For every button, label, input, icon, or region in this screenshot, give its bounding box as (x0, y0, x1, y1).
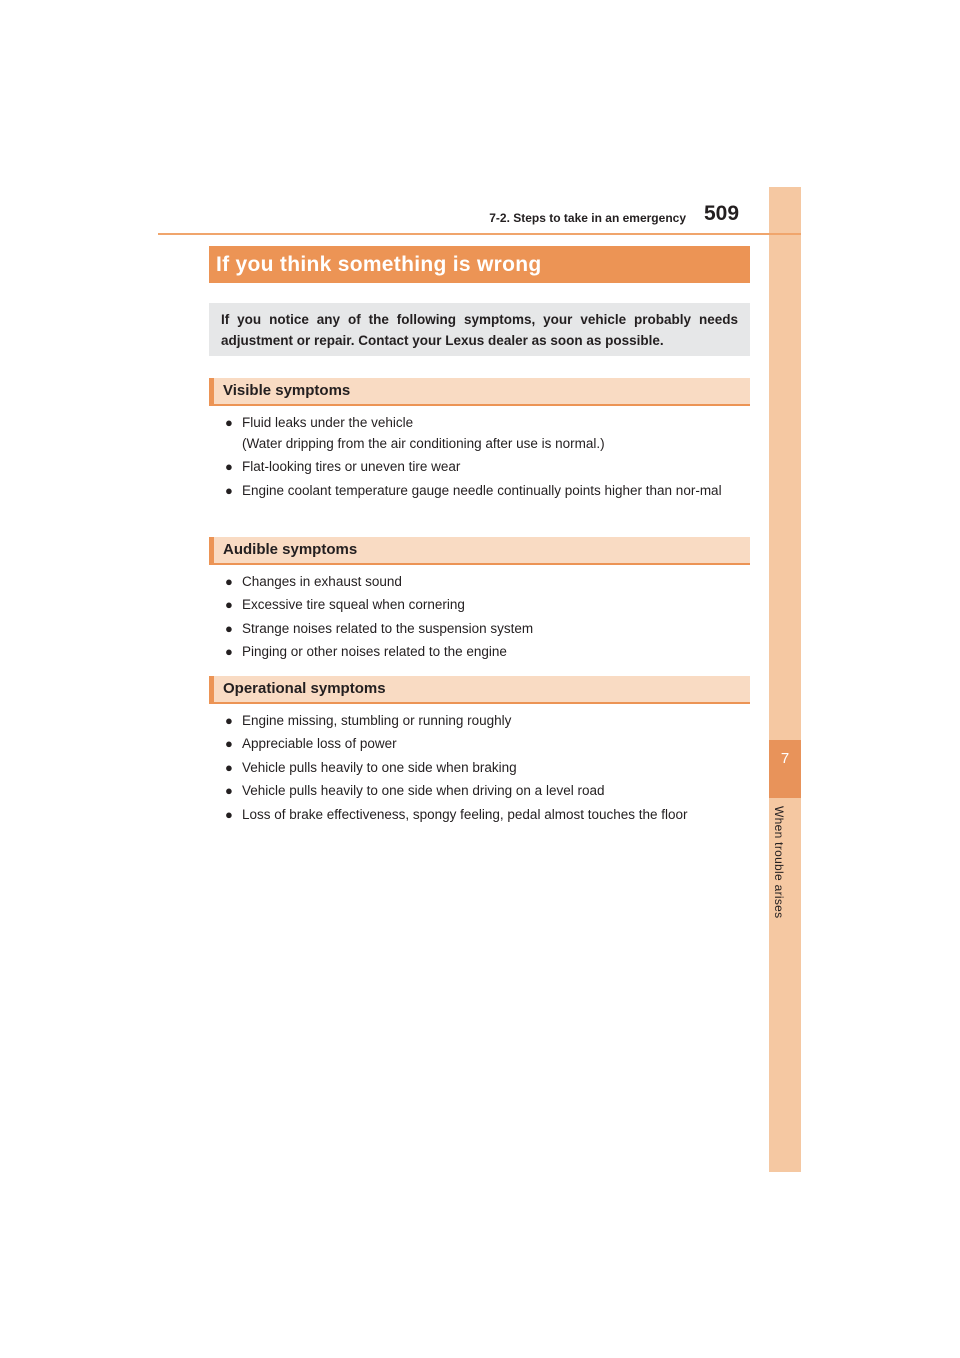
list-item (225, 641, 750, 662)
running-header: 7-2. Steps to take in an emergency (489, 211, 686, 225)
bullet-icon: ● (225, 736, 233, 752)
bullet-icon: ● (225, 597, 233, 613)
chapter-label: When trouble arises (772, 806, 786, 919)
chapter-number-box (769, 740, 801, 798)
bullet-icon: ● (225, 759, 233, 775)
heading-text: Operational symptoms (223, 680, 386, 697)
audible-symptoms-list (225, 571, 750, 665)
list-item (225, 594, 750, 615)
bullet-icon: ● (225, 783, 233, 799)
chapter-number: 7 (780, 750, 790, 767)
bullet-icon: ● (225, 620, 233, 636)
list-item-note: (Water dripping from the air conditioning after use is normal.) (242, 436, 605, 451)
list-item-text: Excessive tire squeal when cornering (242, 597, 465, 613)
heading-accent-bar (209, 676, 214, 702)
bullet-icon: ● (225, 574, 233, 589)
page-number: 509 (704, 202, 740, 225)
bullet-icon: ● (225, 806, 233, 822)
chapter-side-tab (769, 187, 801, 1172)
heading-text: Audible symptoms (223, 541, 358, 558)
list-item-text: Appreciable loss of power (242, 736, 397, 752)
list-item-text: Engine coolant temperature gauge needle continually points higher than nor-mal (242, 482, 722, 498)
list-item (225, 480, 750, 501)
visible-symptoms-heading (209, 378, 750, 406)
list-item-text: Pinging or other noises related to the engine (242, 644, 507, 660)
bullet-icon: ● (225, 415, 233, 430)
list-item-text: Flat-looking tires or uneven tire wear (242, 459, 461, 475)
list-item-text: Changes in exhaust sound (242, 574, 402, 589)
list-item (225, 412, 750, 454)
bullet-icon: ● (225, 459, 233, 475)
list-item (225, 733, 750, 754)
list-item-text: Strange noises related to the suspension system (242, 620, 534, 636)
audible-symptoms-heading (209, 537, 750, 565)
heading-accent-bar (209, 537, 214, 563)
list-item-text: Engine missing, stumbling or running roughly (242, 713, 512, 728)
list-item-text: Vehicle pulls heavily to one side when driving on a level road (242, 783, 605, 799)
header-rule (158, 233, 801, 235)
operational-symptoms-heading (209, 676, 750, 704)
list-item-text: Vehicle pulls heavily to one side when braking (242, 759, 517, 775)
list-item (225, 456, 750, 477)
intro-box: If you notice any of the following symptoms, your vehicle probably needs adjustment or repair. Contact your Lexus dealer as soon as possible. (209, 303, 750, 356)
heading-accent-bar (209, 378, 214, 404)
page-title: If you think something is wrong (209, 246, 750, 283)
list-item (225, 618, 750, 639)
list-item (225, 757, 750, 778)
list-item (225, 780, 750, 801)
bullet-icon: ● (225, 713, 233, 728)
list-item (225, 804, 750, 825)
list-item-text: Fluid leaks under the vehicle (242, 415, 414, 430)
bullet-icon: ● (225, 644, 233, 660)
heading-text: Visible symptoms (223, 382, 351, 399)
list-item (225, 710, 750, 731)
operational-symptoms-list (225, 710, 750, 827)
visible-symptoms-list (225, 412, 750, 503)
list-item-text: Loss of brake effectiveness, spongy feeling, pedal almost touches the floor (242, 806, 688, 822)
bullet-icon: ● (225, 482, 233, 498)
list-item (225, 571, 750, 592)
